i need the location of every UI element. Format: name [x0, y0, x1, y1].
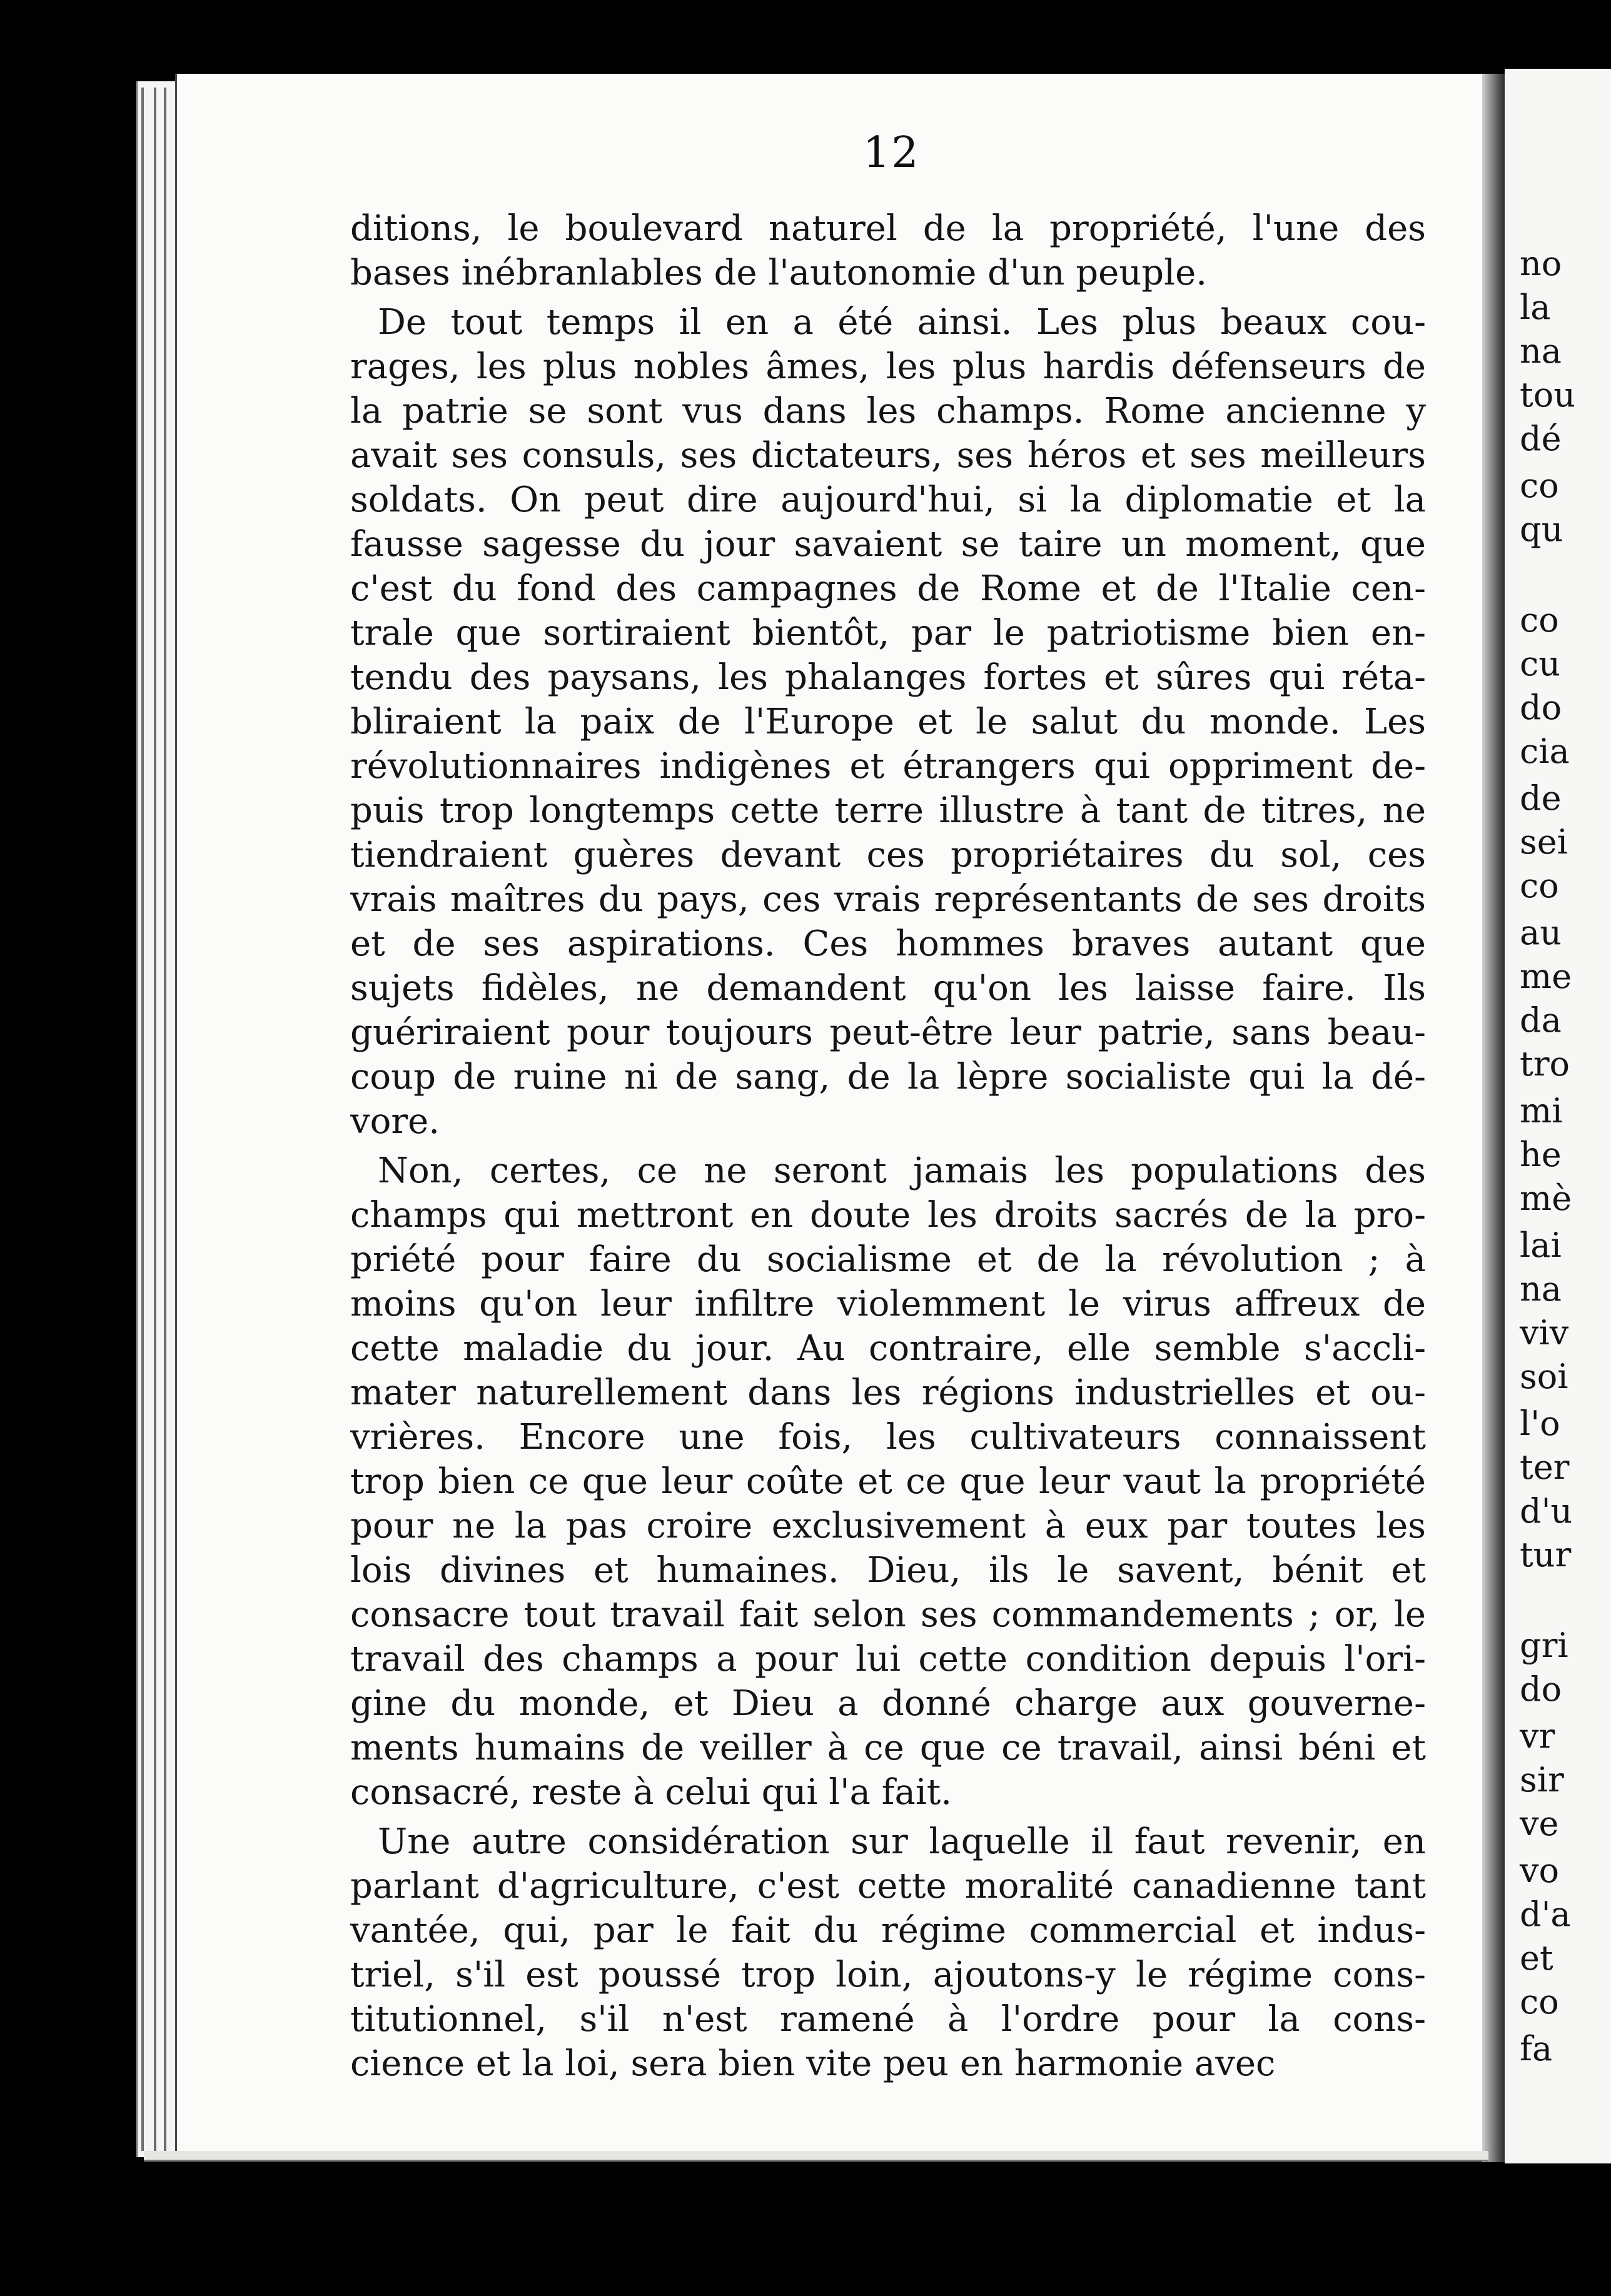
page-bottom-edge [144, 2151, 1488, 2162]
text-line: révolutionnaires indigènes et étrangers qui oppriment de- [350, 746, 1426, 787]
text-line: pour ne la pas croire exclusivement à eux par toutes les [350, 1506, 1426, 1546]
text-line: cette maladie du jour. Au contraire, elle semble s'accli- [350, 1328, 1426, 1369]
paragraph [350, 1820, 1426, 2086]
facing-page-text: co [1520, 600, 1559, 640]
text-line: guériraient pour toujours peut-être leur patrie, sans beau- [350, 1012, 1426, 1053]
text-line: vore. [350, 1101, 440, 1142]
facing-page-text: do [1520, 688, 1562, 727]
paragraph [350, 300, 1426, 1144]
facing-page-text: co [1520, 866, 1559, 905]
text-line: soldats. On peut dire aujourd'hui, si la diplomatie et la [350, 480, 1426, 520]
text-line: tiendraient guères devant ces propriétaires du sol, ces [350, 835, 1426, 875]
text-line: c'est du fond des campagnes de Rome et de l'Italie cen- [350, 568, 1426, 609]
text-line: vrais maîtres du pays, ces vrais représentants de ses droits [350, 879, 1426, 920]
facing-page-text: na [1520, 331, 1562, 371]
facing-page-text: ve [1520, 1804, 1559, 1843]
text-line: coup de ruine ni de sang, de la lèpre socialiste qui la dé- [350, 1057, 1426, 1097]
text-line: avait ses consuls, ses dictateurs, ses héros et ses meilleurs [350, 435, 1426, 476]
facing-page-text: au [1520, 913, 1562, 952]
text-line: la patrie se sont vus dans les champs. Rome ancienne y [350, 391, 1426, 431]
text-line: consacre tout travail fait selon ses commandements ; or, le [350, 1594, 1426, 1635]
facing-page-text: sir [1520, 1760, 1564, 1800]
page-edge-line [164, 88, 166, 2151]
body-text [350, 206, 1426, 2091]
facing-page-text: soi [1520, 1357, 1568, 1396]
page-edge-line [141, 88, 144, 2151]
text-line: Non, certes, ce ne seront jamais les populations des [378, 1151, 1426, 1191]
facing-page-text: cia [1520, 732, 1570, 771]
text-line: parlant d'agriculture, c'est cette moralité canadienne tant [350, 1866, 1426, 1906]
facing-page-text: me [1520, 957, 1572, 996]
text-line: consacré, reste à celui qui l'a fait. [350, 1772, 952, 1813]
text-line: trale que sortiraient bientôt, par le patriotisme bien en- [350, 613, 1426, 653]
facing-page-text: et [1520, 1938, 1553, 1978]
facing-page-text: na [1520, 1269, 1562, 1309]
text-line: bases inébranlables de l'autonomie d'un peuple. [350, 253, 1208, 293]
text-line: De tout temps il en a été ainsi. Les plus beaux cou- [378, 302, 1426, 343]
facing-page-fragment [1505, 69, 1611, 2163]
text-line: titutionnel, s'il n'est ramené à l'ordre pour la cons- [350, 1999, 1426, 2040]
facing-page-text: la [1520, 288, 1551, 327]
book-spine [1482, 74, 1505, 2162]
facing-page-text: vo [1520, 1851, 1560, 1890]
facing-page-text: tro [1520, 1044, 1570, 1084]
paragraph [350, 1149, 1426, 1815]
text-line: lois divines et humaines. Dieu, ils le savent, bénit et [350, 1550, 1426, 1591]
facing-page-text: tur [1520, 1535, 1572, 1574]
facing-page-text: vr [1520, 1716, 1555, 1756]
text-line: ments humains de veiller à ce que ce travail, ainsi béni et [350, 1728, 1426, 1768]
facing-page-text: d'u [1520, 1491, 1573, 1531]
text-line: Une autre considération sur laquelle il faut revenir, en [378, 1821, 1426, 1862]
facing-page-text: l'o [1520, 1404, 1560, 1443]
text-line: ditions, le boulevard naturel de la propriété, l'une des [350, 208, 1426, 249]
text-line: tendu des paysans, les phalanges fortes et sûres qui réta- [350, 657, 1426, 698]
text-line: moins qu'on leur infiltre violemment le virus affreux de [350, 1284, 1426, 1324]
facing-page-text: he [1520, 1135, 1562, 1174]
facing-page-text: dé [1520, 419, 1562, 458]
text-line: vrières. Encore une fois, les cultivateurs connaissent [350, 1417, 1426, 1458]
page-number: 12 [863, 128, 920, 178]
facing-page-text: do [1520, 1669, 1562, 1709]
text-line: puis trop longtemps cette terre illustre à tant de titres, ne [350, 790, 1426, 831]
page-edge-line [154, 88, 156, 2151]
text-line: et de ses aspirations. Ces hommes braves autant que [350, 924, 1426, 964]
text-line: fausse sagesse du jour savaient se taire un moment, que [350, 524, 1426, 565]
facing-page-text: d'a [1520, 1895, 1571, 1934]
facing-page-text: da [1520, 1000, 1562, 1040]
facing-page-text: de [1520, 778, 1562, 818]
facing-page-text: fa [1520, 2029, 1553, 2068]
text-line: priété pour faire du socialisme et de la révolution ; à [350, 1239, 1426, 1280]
facing-page-text: co [1520, 1982, 1559, 2022]
facing-page-text: tou [1520, 375, 1575, 415]
facing-page-text: viv [1520, 1313, 1569, 1352]
text-line: gine du monde, et Dieu a donné charge aux gouverne- [350, 1683, 1426, 1724]
facing-page-text: mè [1520, 1179, 1572, 1218]
text-line: travail des champs a pour lui cette condition depuis l'ori- [350, 1639, 1426, 1679]
facing-page-text: ter [1520, 1448, 1570, 1487]
facing-page-text: no [1520, 244, 1562, 283]
text-line: champs qui mettront en doute les droits sacrés de la pro- [350, 1195, 1426, 1236]
facing-page-text: gri [1520, 1626, 1568, 1665]
facing-page-text: cu [1520, 644, 1561, 683]
text-line: vantée, qui, par le fait du régime commercial et indus- [350, 1910, 1426, 1951]
text-line: trop bien ce que leur coûte et ce que leur vaut la propriété [350, 1461, 1426, 1502]
paragraph [350, 206, 1426, 295]
text-line: mater naturellement dans les régions industrielles et ou- [350, 1372, 1426, 1413]
text-line: triel, s'il est poussé trop loin, ajoutons-y le régime cons- [350, 1955, 1426, 1995]
facing-page-text: qu [1520, 510, 1563, 549]
facing-page-text: mi [1520, 1091, 1563, 1130]
facing-page-text: lai [1520, 1226, 1562, 1265]
text-line: bliraient la paix de l'Europe et le salut du monde. Les [350, 702, 1426, 742]
text-line: rages, les plus nobles âmes, les plus hardis défenseurs de [350, 346, 1426, 387]
text-line: cience et la loi, sera bien vite peu en harmonie avec [350, 2043, 1276, 2084]
text-line: sujets fidèles, ne demandent qu'on les laisse faire. Ils [350, 968, 1426, 1009]
facing-page-text: co [1520, 466, 1559, 505]
facing-page-text: sei [1520, 822, 1568, 862]
